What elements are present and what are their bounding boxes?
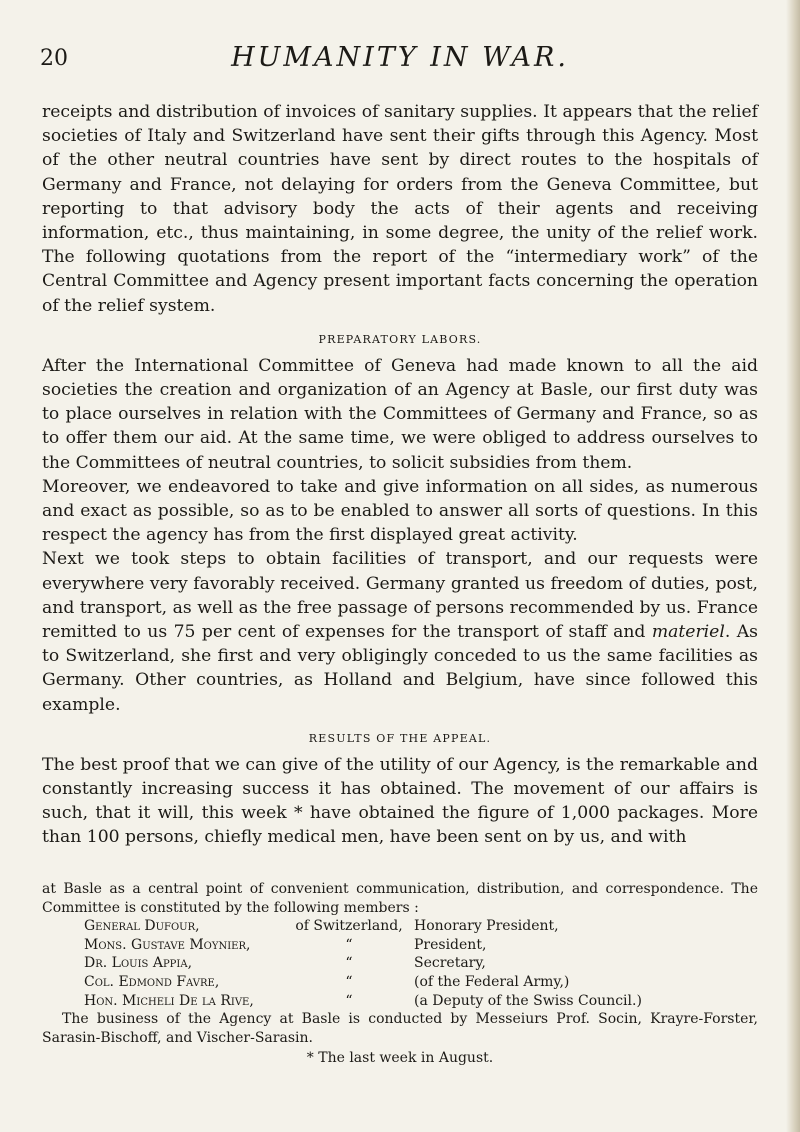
member-row <box>84 936 758 955</box>
member-row <box>84 992 758 1011</box>
section-heading-results: RESULTS OF THE APPEAL. <box>308 731 492 745</box>
member-row <box>84 917 758 936</box>
member-country: of Switzerland, <box>295 918 403 935</box>
paragraph-5: The best proof that we can give of the utility of our Agency, is the remarkable and constantly increasing success it has obtained. The movement of our affairs is such, that it will, this week * have obtained the figure of 1,000 packages. More than 100 persons, chiefly medical men, have been sent on by us, and with <box>42 754 758 848</box>
member-country: “ <box>345 955 353 972</box>
paragraph-3: Moreover, we endeavored to take and give information on all sides, as numerous and exact as possible, so as to be enabled to answer all sorts of questions. In this respect the agency has from the first displayed great activity. <box>42 476 758 546</box>
main-text <box>42 100 758 850</box>
paragraph-4-part-a: Next we took steps to obtain facilities of transport, and our requests were everywhere very favorably received. Germany granted us freedom of duties, post, and transport, as well as the free passage of persons recommended by us. France remitted to us 75 per cent of expenses for the transport of staff and <box>42 549 758 643</box>
member-row <box>84 973 758 992</box>
page-header <box>0 40 800 80</box>
materiel-word: materiel <box>651 622 725 643</box>
paragraph-2: After the International Committee of Geneva had made known to all the aid societies the creation and organization of an Agency at Basle, our first duty was to place ourselves in relation with the Committees of Germany and France, so as to offer them our aid. At the same time, we were obliged to address ourselves to the Committees of neutral countries, to solicit subsidies from them. <box>42 355 758 473</box>
member-role: Secretary, <box>414 955 486 972</box>
note-business: The business of the Agency at Basle is conducted by Messeiurs Prof. Socin, Krayre-Forster, Sarasin-Bischoff, and Vischer-Sarasin. <box>42 1011 758 1046</box>
running-title: HUMANITY IN WAR. <box>231 42 569 73</box>
section-heading-preparatory: PREPARATORY LABORS. <box>318 332 482 346</box>
member-role: Honorary President, <box>414 918 559 935</box>
member-name: General Dufour, <box>84 918 200 935</box>
member-role: (a Deputy of the Swiss Council.) <box>414 992 642 1009</box>
paragraph-4-part-c: . As to Switzerland, she first and very obligingly conceded to us the same facilities as Germany. Other countries, as Holland and Belgium, have since followed this example. <box>42 622 758 715</box>
member-country: “ <box>345 992 353 1009</box>
member-country: “ <box>345 973 353 990</box>
committee-note <box>42 880 758 1068</box>
paragraph-4 <box>42 547 758 716</box>
note-intro: at Basle as a central point of convenient communication, distribution, and correspondence. The Committee is constituted by the following members : <box>42 881 758 916</box>
footnote: * The last week in August. <box>306 1050 494 1067</box>
member-row <box>84 954 758 973</box>
member-role: President, <box>414 936 487 953</box>
page-edge <box>786 0 800 1132</box>
paragraph-1: receipts and distribution of invoices of sanitary supplies. It appears that the relief societies of Italy and Switzerland have sent their gifts through this Agency. Most of the other neutral countries have sent by direct routes to the hospitals of Germany and France, not delaying for orders from the Geneva Committee, but reporting to that advisory body the acts of their agents and receiving information, etc., thus maintaining, in some degree, the unity of the relief work. The following quotations from the report of the “intermediary work” of the Central Committee and Agency present important facts concerning the operation of the relief system. <box>42 102 758 316</box>
member-name: Hon. Micheli De la Rive, <box>84 992 254 1009</box>
member-role: (of the Federal Army,) <box>414 973 570 990</box>
member-name: Dr. Louis Appia, <box>84 955 193 972</box>
member-name: Col. Edmond Favre, <box>84 973 220 990</box>
member-name: Mons. Gustave Moynier, <box>84 936 251 953</box>
member-list <box>84 917 758 1010</box>
page-number: 20 <box>40 46 68 71</box>
member-country: “ <box>345 936 353 953</box>
